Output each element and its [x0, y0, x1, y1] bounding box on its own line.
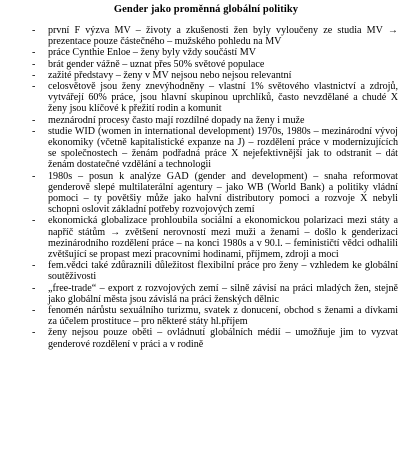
document-title: Gender jako proměnná globální politiky	[113, 4, 299, 15]
list-item	[0, 47, 412, 58]
list-item-text: první F výzva MV – životy a zkušenosti žen byly vyloučeny ze studia MV → prezentace pouze částečného – mužského pohledu na MV	[48, 25, 398, 48]
list-item	[0, 327, 412, 349]
list-item-text: fenomén nárůstu sexuálního turizmu, svatek z donucení, obchod s ženami a dívkami za účelem prostituce – pro některé státy hl.příjem	[48, 304, 398, 328]
list-item-text: ekonomická globalizace prohloubila sociální a ekonomickou polarizaci mezi státy a napříč státům → zvětšení nerovností mezi muži a ženami – došlo k genderizaci mezinárodního rozdělení práce – na konci 1980s a v 90.l. – feminističtí vědci odhalili zvětšující se propast mezi pracovními hodinami, příjmem, zdroji a moci	[48, 215, 398, 260]
bullet-dash: -	[32, 260, 36, 272]
list-item	[0, 305, 412, 327]
bullet-dash: -	[32, 81, 36, 93]
list-item	[0, 81, 412, 114]
list-item	[0, 171, 412, 216]
bullet-dash: -	[32, 69, 36, 81]
list-item-text: fem.vědci také zdůraznili důležitost flexibilní práce pro ženy – vzhledem ke globální soutěživosti	[48, 260, 398, 283]
bullet-dash: -	[32, 114, 36, 126]
list-item	[0, 215, 412, 260]
bullet-dash: -	[32, 282, 36, 294]
list-item-text: zažité představy – ženy v MV nejsou nebo nejsou relevantní	[48, 69, 292, 81]
bullet-dash: -	[32, 25, 36, 36]
list-item-text: studie WID (women in international development) 1970s, 1980s – mezinárodní vývoj ekonomiky (včetně kapitalistické expanze na J) – rozdělení práce v modernizujících se společnostech – ženám podřadná práce X nejefektivnější jak to odstranit – dát ženám dostatečné vzdělání a technologii	[48, 125, 398, 171]
list-item-text: ženy nejsou pouze oběti – ovládnutí globálních médií – umožňuje jim to vyzvat genderové rozdělení v práci a v rodině	[48, 327, 398, 350]
bullet-dash: -	[32, 215, 36, 227]
list-item-text: brát gender vážně – uznat přes 50% světové populace	[48, 58, 265, 70]
list-item-text: 1980s – posun k analýze GAD (gender and development) – snaha reformovat genderově slepé multilaterální agentury – jako WB (World Bank) a politiky vládní pomoci – ty povětšiy může jako halvní distributory pomoci a rozvoje X nebyli schopni oslovit základní potřeby rozvojových zemí	[48, 170, 398, 216]
list-item-text: meznárodní procesy často mají rozdílné dopady na ženy i muže	[48, 114, 305, 126]
list-item	[0, 59, 412, 70]
bullet-dash: -	[32, 327, 36, 339]
list-item	[0, 283, 412, 305]
list-item	[0, 70, 412, 81]
list-item	[0, 25, 412, 47]
bullet-dash: -	[32, 58, 36, 70]
list-item-text: celosvětově jsou ženy znevýhodněny – vlastní 1% světového vlastnictví a zdrojů, vytvářejí 60% práce, jsou hlavní skupinou uprchlíků, často nevzdělané a chudé X ženy jsou klíčové k přežití rodin a komunit	[48, 81, 398, 115]
bullet-list	[0, 25, 412, 350]
bullet-dash: -	[32, 125, 36, 137]
list-item-text: práce Cynthie Enloe – ženy byly vždy součástí MV	[48, 47, 256, 59]
list-item	[0, 126, 412, 171]
list-item-text: „free-trade“ – export z rozvojových zemí – silně závisí na práci mladých žen, stejně jako globální města jsou závislá na práci ženských dělnic	[48, 282, 398, 305]
bullet-dash: -	[32, 304, 36, 316]
bullet-dash: -	[32, 47, 36, 59]
list-item	[0, 260, 412, 282]
bullet-dash: -	[32, 170, 36, 182]
list-item	[0, 115, 412, 126]
